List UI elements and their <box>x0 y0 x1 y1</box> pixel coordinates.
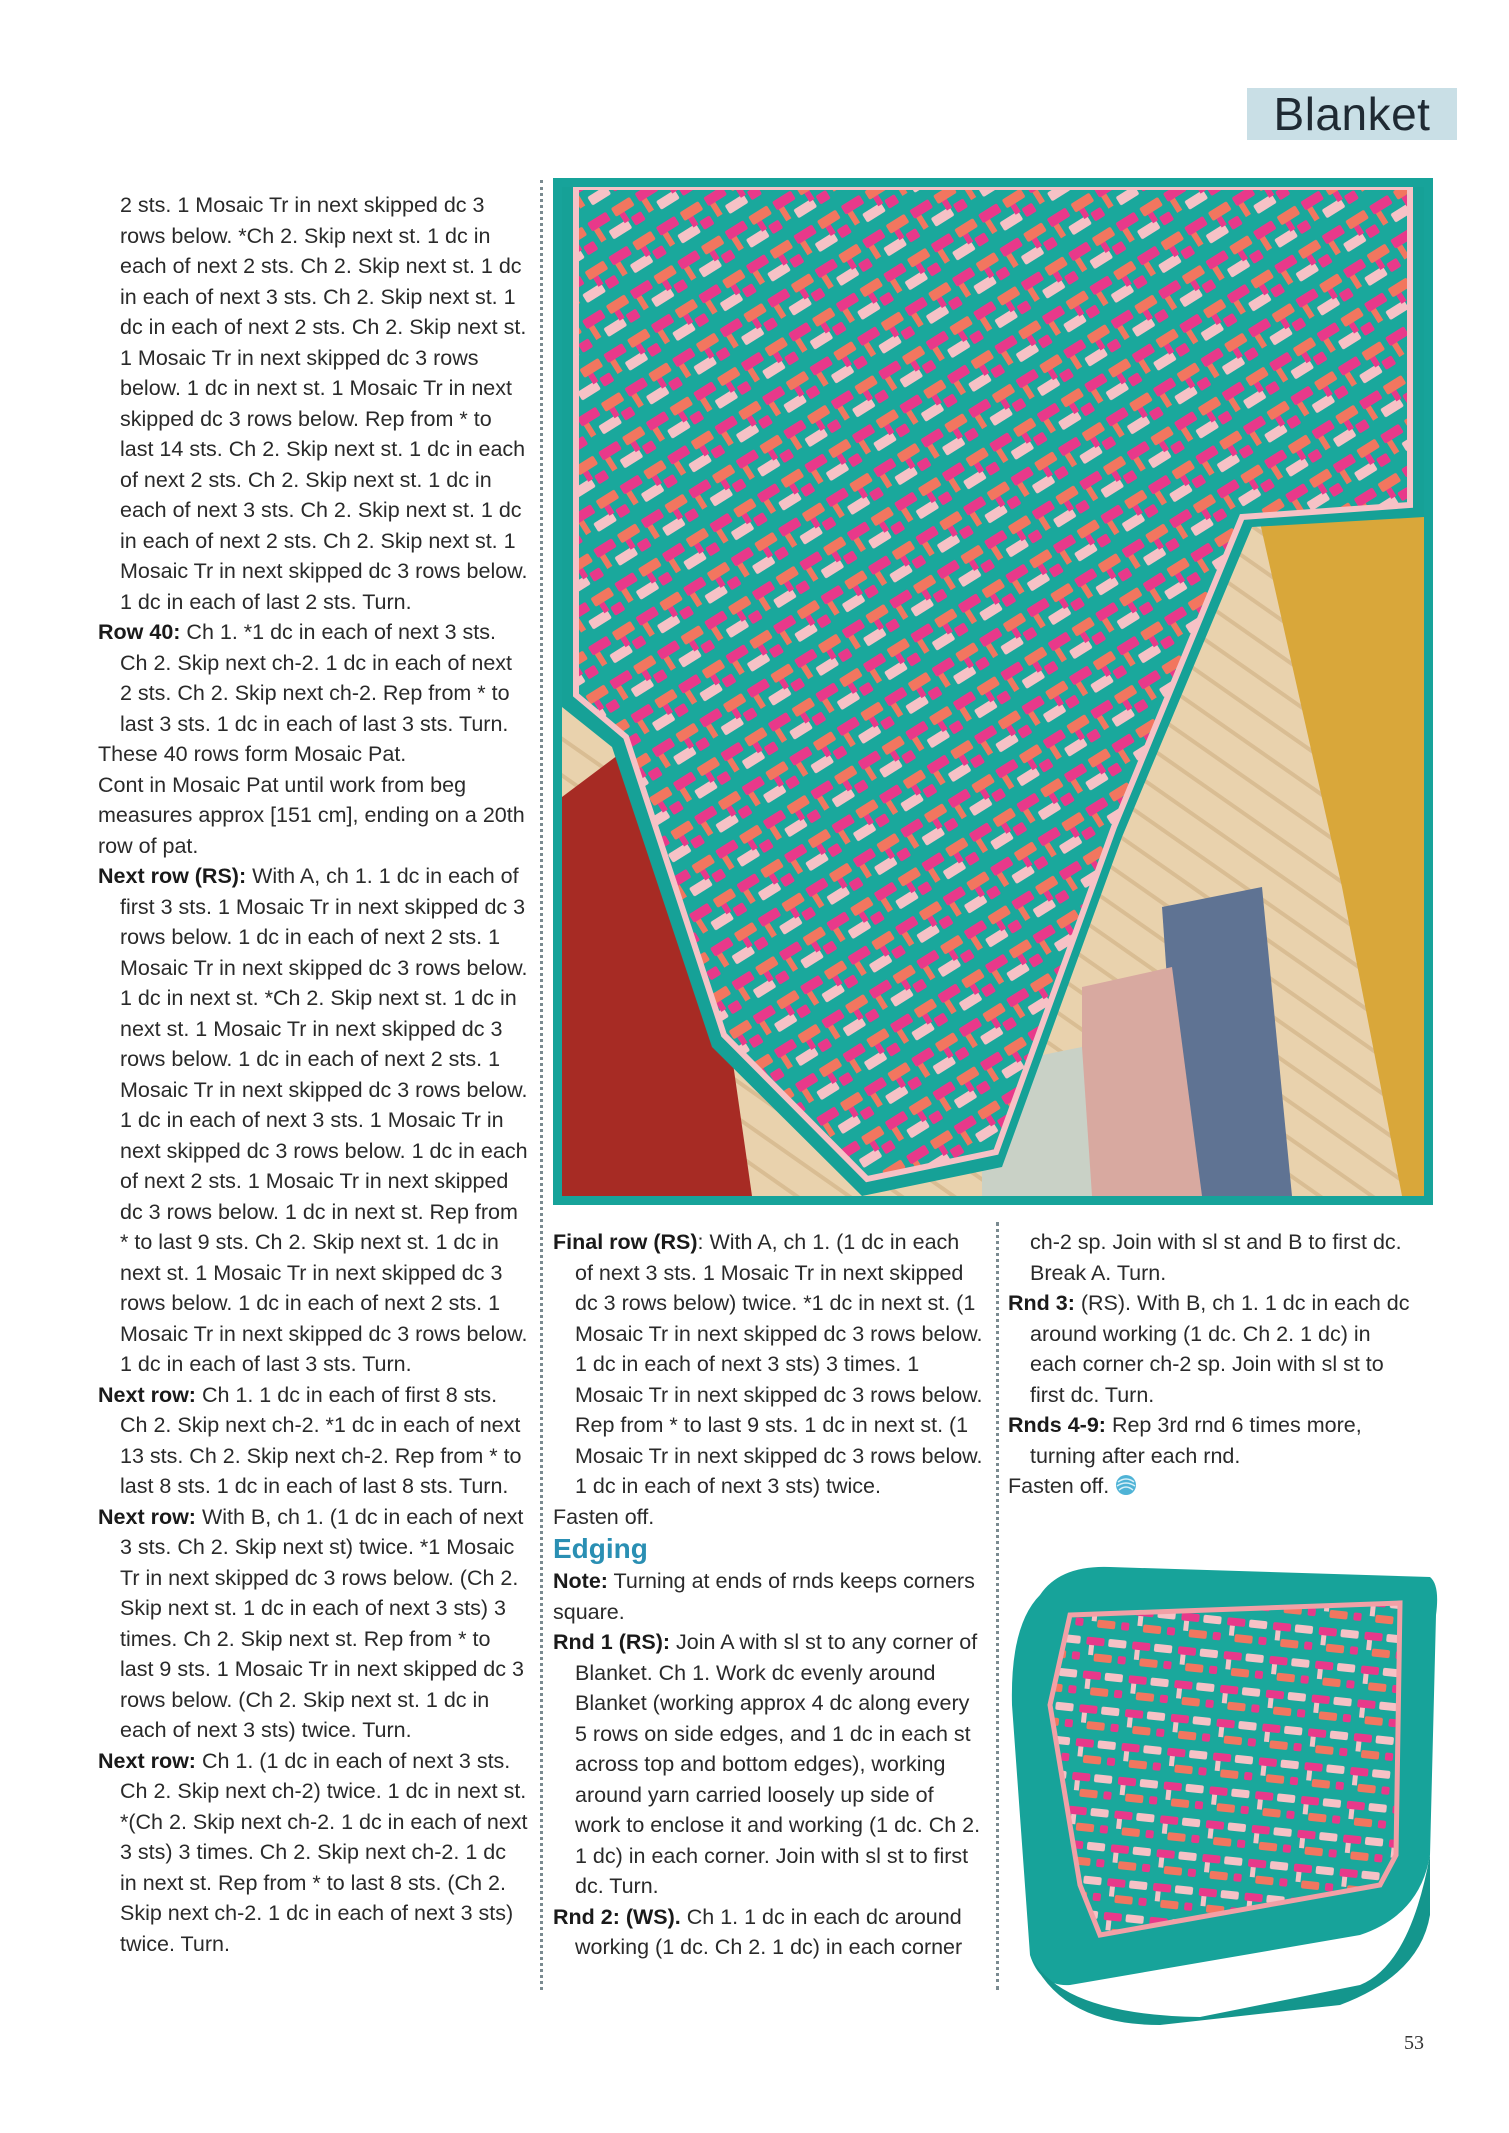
note-text: Turning at ends of rnds keeps corners square. <box>553 1569 975 1624</box>
next-row-text-3: Ch 1. (1 dc in each of next 3 sts. Ch 2. Skip next ch-2) twice. 1 dc in next st. *(Ch 2. Skip next ch-2. 1 dc in each of next 3 sts) 3 times. Ch 2. Skip next ch-2. 1 dc in next st. Rep from * to last 8 sts. (Ch 2. Skip next ch-2. 1 dc in each of next 3 sts) twice. Turn. <box>120 1748 528 1956</box>
rnd-4-9-label: Rnds 4-9: <box>1008 1413 1106 1437</box>
next-row-rs-text: With A, ch 1. 1 dc in each of first 3 sts. 1 Mosaic Tr in next skipped dc 3 rows below. 1 dc in each of next 2 sts. 1 Mosaic Tr in next skipped dc 3 rows below. 1 dc in next st. *Ch 2. Skip next st. 1 dc in next st. 1 Mosaic Tr in next skipped dc 3 rows below. 1 dc in each of next 2 sts. 1 Mosaic Tr in next skipped dc 3 rows below. 1 dc in each of next 3 sts. 1 Mosaic Tr in next skipped dc 3 rows below. 1 dc in each of next 2 sts. 1 Mosaic Tr in next skipped dc 3 rows below. 1 dc in next st. Rep from * to last 9 sts. Ch 2. Skip next st. 1 dc in next st. 1 Mosaic Tr in next skipped dc 3 rows below. 1 dc in each of next 2 sts. 1 Mosaic Tr in next skipped dc 3 rows below. 1 dc in each of last 3 sts. Turn. <box>120 864 528 1376</box>
edging-note <box>553 1566 983 1627</box>
next-row-label-3: Next row: <box>98 1748 196 1773</box>
rnd-1-instruction <box>553 1627 983 1902</box>
blanket-photo-frame <box>553 178 1433 1205</box>
fasten-off-note: Fasten off. <box>553 1504 655 1529</box>
next-row-rs-instruction <box>98 861 528 1380</box>
column-divider-1 <box>540 180 543 1990</box>
final-fasten-text: Fasten off. <box>1008 1474 1110 1498</box>
next-row-label-2: Next row: <box>98 1504 196 1529</box>
final-row-instruction <box>553 1227 983 1502</box>
note-label: Note: <box>553 1569 608 1593</box>
folded-blanket-photo <box>1000 1555 1440 2025</box>
row-40-text: Ch 1. *1 dc in each of next 3 sts. Ch 2. Skip next ch-2. 1 dc in each of next 2 sts. Ch 2. Skip next ch-2. Rep from * to last 3 sts. 1 dc in each of last 3 sts. Turn. <box>120 620 512 736</box>
next-row-rs-label: Next row (RS): <box>98 864 247 888</box>
folded-blanket-image <box>1000 1555 1440 2025</box>
section-tab: Blanket <box>1247 88 1457 140</box>
continue-note: Cont in Mosaic Pat until work from beg measures approx [151 cm], ending on a 20th row of pat. <box>98 772 525 858</box>
rnd-3-text: (RS). With B, ch 1. 1 dc in each dc around working (1 dc. Ch 2. 1 dc) in each corner ch-2 sp. Join with sl st to first dc. Turn. <box>1030 1291 1410 1407</box>
rnd-3-instruction <box>1008 1288 1418 1410</box>
yarn-ball-icon <box>1115 1474 1137 1496</box>
rnd-1-text: Join A with sl st to any corner of Blanket. Ch 1. Work dc evenly around Blanket (working approx 4 dc along every 5 rows on side edges, and 1 dc in each st across top and bottom edges), working around yarn carried loosely up side of work to enclose it and working (1 dc. Ch 2. 1 dc) in each corner. Join with sl st to first dc. Turn. <box>575 1630 981 1898</box>
final-row-text: : With A, ch 1. (1 dc in each of next 3 sts. 1 Mosaic Tr in next skipped dc 3 rows below) twice. *1 dc in next st. (1 Mosaic Tr in next skipped dc 3 rows below. 1 dc in each of next 3 sts) 3 times. 1 Mosaic Tr in next skipped dc 3 rows below. Rep from * to last 9 sts. 1 dc in next st. (1 Mosaic Tr in next skipped dc 3 rows below. 1 dc in each of next 3 sts) twice. <box>575 1230 983 1498</box>
edging-heading: Edging <box>553 1533 648 1564</box>
next-row-text-2: With B, ch 1. (1 dc in each of next 3 sts. Ch 2. Skip next st) twice. *1 Mosaic Tr in next skipped dc 3 rows below. (Ch 2. Skip next st. 1 dc in each of next 3 sts) 3 times. Ch 2. Skip next st. Rep from * to last 9 sts. 1 Mosaic Tr in next skipped dc 3 rows below. (Ch 2. Skip next st. 1 dc in each of next 3 sts) twice. Turn. <box>120 1504 524 1742</box>
rnd-1-label: Rnd 1 (RS): <box>553 1630 671 1654</box>
final-fasten-off <box>1008 1471 1418 1502</box>
rnd-2-text: Ch 1. 1 dc in each dc around working (1 dc. Ch 2. 1 dc) in each corner <box>575 1904 963 1959</box>
next-row-instruction-2 <box>98 1502 528 1746</box>
rnd-3-label: Rnd 3: <box>1008 1291 1075 1315</box>
rnd-4-9-text: Rep 3rd rnd 6 times more, turning after each rnd. <box>1030 1413 1362 1468</box>
page-number: 53 <box>1404 2032 1424 2054</box>
final-row-label: Final row (RS) <box>553 1230 698 1254</box>
rnd-2-instruction <box>553 1902 983 1963</box>
next-row-text-1: Ch 1. 1 dc in each of first 8 sts. Ch 2. Skip next ch-2. *1 dc in each of next 13 sts. Ch 2. Skip next ch-2. Rep from * to last 8 sts. 1 dc in each of last 8 sts. Turn. <box>120 1382 522 1498</box>
rnd-2-continuation: ch-2 sp. Join with sl st and B to first dc. Break A. Turn. <box>1030 1230 1402 1285</box>
next-row-label-1: Next row: <box>98 1382 196 1407</box>
rnd-2-label: Rnd 2: (WS). <box>553 1904 681 1929</box>
pattern-column-2 <box>553 1227 983 1963</box>
row-40-label: Row 40: <box>98 620 181 644</box>
row-40-instruction <box>98 617 528 739</box>
column-divider-2 <box>996 1222 999 1990</box>
next-row-instruction-1 <box>98 1380 528 1502</box>
mosaic-pat-note: These 40 rows form Mosaic Pat. <box>98 742 407 766</box>
pattern-column-1 <box>98 190 528 1959</box>
rnd-4-9-instruction <box>1008 1410 1418 1471</box>
paragraph-continuation: 2 sts. 1 Mosaic Tr in next skipped dc 3 rows below. *Ch 2. Skip next st. 1 dc in each of next 2 sts. Ch 2. Skip next st. 1 dc in each of next 3 sts. Ch 2. Skip next st. 1 dc in each of next 2 sts. Ch 2. Skip next st. 1 Mosaic Tr in next skipped dc 3 rows below. 1 dc in next st. 1 Mosaic Tr in next skipped dc 3 rows below. Rep from * to last 14 sts. Ch 2. Skip next st. 1 dc in each of next 2 sts. Ch 2. Skip next st. 1 dc in each of next 3 sts. Ch 2. Skip next st. 1 dc in each of next 2 sts. Ch 2. Skip next st. 1 Mosaic Tr in next skipped dc 3 rows below. 1 dc in each of last 2 sts. Turn. <box>120 193 528 614</box>
next-row-instruction-3 <box>98 1746 528 1960</box>
blanket-draped-photo <box>562 187 1424 1196</box>
pattern-column-3 <box>1008 1227 1418 1502</box>
